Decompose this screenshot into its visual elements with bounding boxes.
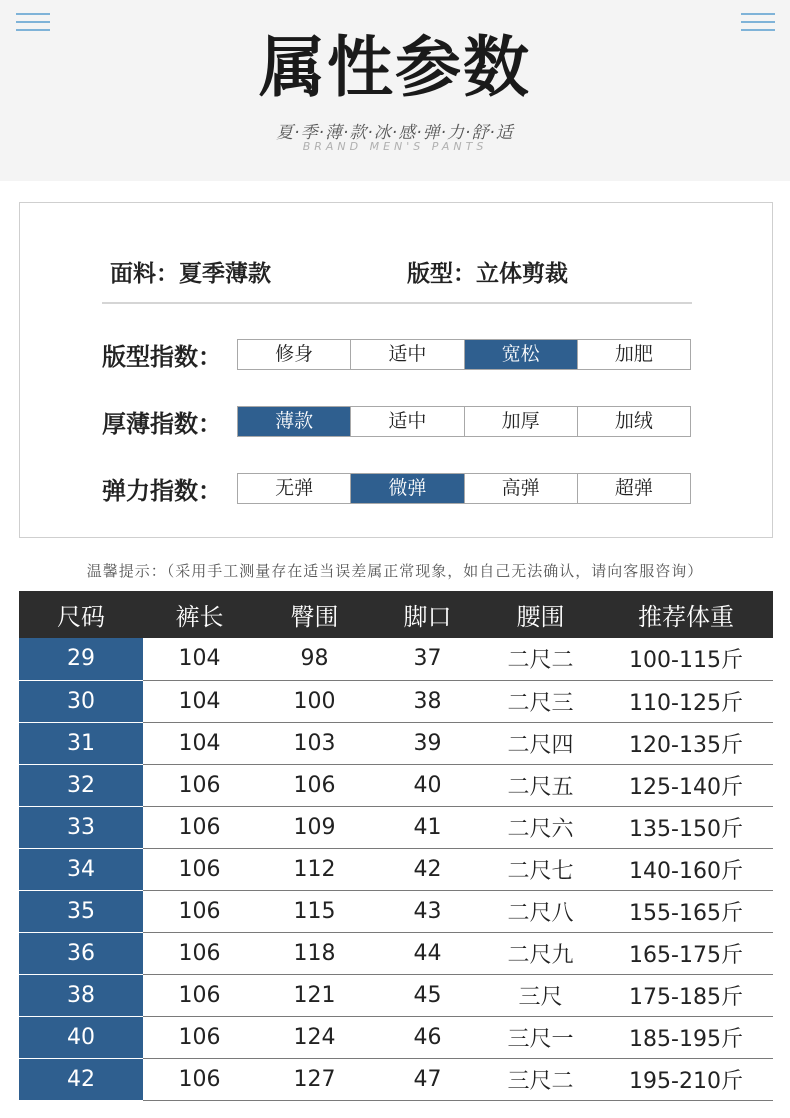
column-header: 臀围 bbox=[256, 591, 373, 638]
table-cell: 112 bbox=[256, 848, 373, 890]
divider bbox=[102, 302, 692, 304]
table-cell: 103 bbox=[256, 722, 373, 764]
index-option-group bbox=[237, 406, 691, 437]
index-option: 加厚 bbox=[465, 407, 578, 436]
size-cell: 42 bbox=[19, 1058, 143, 1100]
fit-attribute: 版型：立体剪裁 bbox=[407, 261, 568, 287]
table-cell: 125-140斤 bbox=[599, 764, 773, 806]
table-cell: 135-150斤 bbox=[599, 806, 773, 848]
table-cell: 106 bbox=[143, 1016, 256, 1058]
table-cell: 106 bbox=[143, 806, 256, 848]
index-option: 加肥 bbox=[614, 343, 653, 365]
table-cell: 106 bbox=[143, 932, 256, 974]
table-cell: 140-160斤 bbox=[599, 848, 773, 890]
fabric-attribute: 面料：夏季薄款 bbox=[110, 261, 271, 287]
table-row bbox=[19, 1058, 773, 1100]
index-option: 微弹 bbox=[351, 474, 464, 503]
table-row bbox=[19, 932, 773, 974]
attribute-panel bbox=[19, 202, 773, 538]
size-cell: 38 bbox=[19, 974, 143, 1016]
column-header: 推荐体重 bbox=[599, 591, 773, 638]
subtitle-en: BRAND MEN'S PANTS bbox=[302, 140, 488, 153]
table-row bbox=[19, 890, 773, 932]
table-header-row bbox=[19, 591, 773, 638]
table-cell: 185-195斤 bbox=[599, 1016, 773, 1058]
size-cell: 33 bbox=[19, 806, 143, 848]
size-cell: 36 bbox=[19, 932, 143, 974]
table-cell: 100 bbox=[256, 680, 373, 722]
table-cell: 106 bbox=[143, 764, 256, 806]
table-cell: 44 bbox=[373, 932, 482, 974]
table-cell: 155-165斤 bbox=[599, 890, 773, 932]
size-cell: 32 bbox=[19, 764, 143, 806]
table-cell: 175-185斤 bbox=[599, 974, 773, 1016]
index-option: 宽松 bbox=[465, 340, 578, 369]
table-cell: 110-125斤 bbox=[599, 680, 773, 722]
table-row bbox=[19, 848, 773, 890]
table-cell: 39 bbox=[373, 722, 482, 764]
index-option-group bbox=[237, 473, 691, 504]
size-cell: 35 bbox=[19, 890, 143, 932]
table-row bbox=[19, 806, 773, 848]
table-cell: 115 bbox=[256, 890, 373, 932]
index-label: 版型指数： bbox=[102, 343, 222, 371]
table-cell: 46 bbox=[373, 1016, 482, 1058]
index-option: 适中 bbox=[351, 407, 464, 436]
table-cell: 二尺四 bbox=[482, 722, 599, 764]
table-cell: 二尺六 bbox=[482, 806, 599, 848]
table-row bbox=[19, 974, 773, 1016]
size-cell: 30 bbox=[19, 680, 143, 722]
column-header: 腰围 bbox=[482, 591, 599, 638]
table-cell: 121 bbox=[256, 974, 373, 1016]
table-cell: 118 bbox=[256, 932, 373, 974]
table-cell: 三尺一 bbox=[482, 1016, 599, 1058]
table-cell: 104 bbox=[143, 680, 256, 722]
index-option: 无弹 bbox=[238, 474, 351, 503]
table-cell: 104 bbox=[143, 638, 256, 680]
title-wrap bbox=[0, 30, 790, 106]
page-title-text: 属性参数 bbox=[259, 29, 531, 106]
table-cell: 195-210斤 bbox=[599, 1058, 773, 1100]
table-body bbox=[19, 638, 773, 1100]
table-cell: 43 bbox=[373, 890, 482, 932]
table-cell: 106 bbox=[143, 1058, 256, 1100]
size-table bbox=[19, 591, 773, 1101]
table-row bbox=[19, 680, 773, 722]
table-cell: 45 bbox=[373, 974, 482, 1016]
table-cell: 42 bbox=[373, 848, 482, 890]
table-row bbox=[19, 1016, 773, 1058]
table-cell: 120-135斤 bbox=[599, 722, 773, 764]
index-option: 加绒 bbox=[614, 410, 653, 432]
index-label: 厚薄指数： bbox=[102, 410, 222, 438]
table-cell: 124 bbox=[256, 1016, 373, 1058]
table-cell: 106 bbox=[256, 764, 373, 806]
size-cell: 34 bbox=[19, 848, 143, 890]
table-cell: 40 bbox=[373, 764, 482, 806]
table-row bbox=[19, 764, 773, 806]
size-cell: 29 bbox=[19, 638, 143, 680]
size-cell: 31 bbox=[19, 722, 143, 764]
page-title bbox=[259, 30, 531, 106]
table-row bbox=[19, 638, 773, 680]
table-cell: 165-175斤 bbox=[599, 932, 773, 974]
size-cell: 40 bbox=[19, 1016, 143, 1058]
table-cell: 106 bbox=[143, 848, 256, 890]
index-option: 修身 bbox=[238, 340, 351, 369]
header bbox=[0, 0, 790, 181]
table-cell: 三尺二 bbox=[482, 1058, 599, 1100]
table-cell: 127 bbox=[256, 1058, 373, 1100]
table-cell: 37 bbox=[373, 638, 482, 680]
table-cell: 41 bbox=[373, 806, 482, 848]
table-cell: 二尺九 bbox=[482, 932, 599, 974]
table-cell: 二尺八 bbox=[482, 890, 599, 932]
column-header: 脚口 bbox=[373, 591, 482, 638]
table-cell: 二尺二 bbox=[482, 638, 599, 680]
table-cell: 二尺五 bbox=[482, 764, 599, 806]
subtitle: 夏·季·薄·款·冰·感·弹·力·舒·适 bbox=[276, 123, 514, 143]
table-cell: 100-115斤 bbox=[599, 638, 773, 680]
index-option: 高弹 bbox=[465, 474, 578, 503]
table-cell: 47 bbox=[373, 1058, 482, 1100]
index-option: 适中 bbox=[351, 340, 464, 369]
table-cell: 38 bbox=[373, 680, 482, 722]
index-option-group bbox=[237, 339, 691, 370]
table-cell: 二尺七 bbox=[482, 848, 599, 890]
index-label: 弹力指数： bbox=[102, 477, 222, 505]
table-cell: 二尺三 bbox=[482, 680, 599, 722]
table-row bbox=[19, 722, 773, 764]
notice-text: 温馨提示：（采用手工测量存在适当误差属正常现象，如自己无法确认，请向客服咨询） bbox=[86, 562, 704, 580]
table-cell: 98 bbox=[256, 638, 373, 680]
index-option: 薄款 bbox=[238, 407, 351, 436]
table-cell: 106 bbox=[143, 974, 256, 1016]
table-cell: 104 bbox=[143, 722, 256, 764]
table-cell: 三尺 bbox=[482, 974, 599, 1016]
table-cell: 109 bbox=[256, 806, 373, 848]
index-option: 超弹 bbox=[614, 477, 653, 499]
column-header: 尺码 bbox=[19, 591, 143, 638]
table-cell: 106 bbox=[143, 890, 256, 932]
column-header: 裤长 bbox=[143, 591, 256, 638]
